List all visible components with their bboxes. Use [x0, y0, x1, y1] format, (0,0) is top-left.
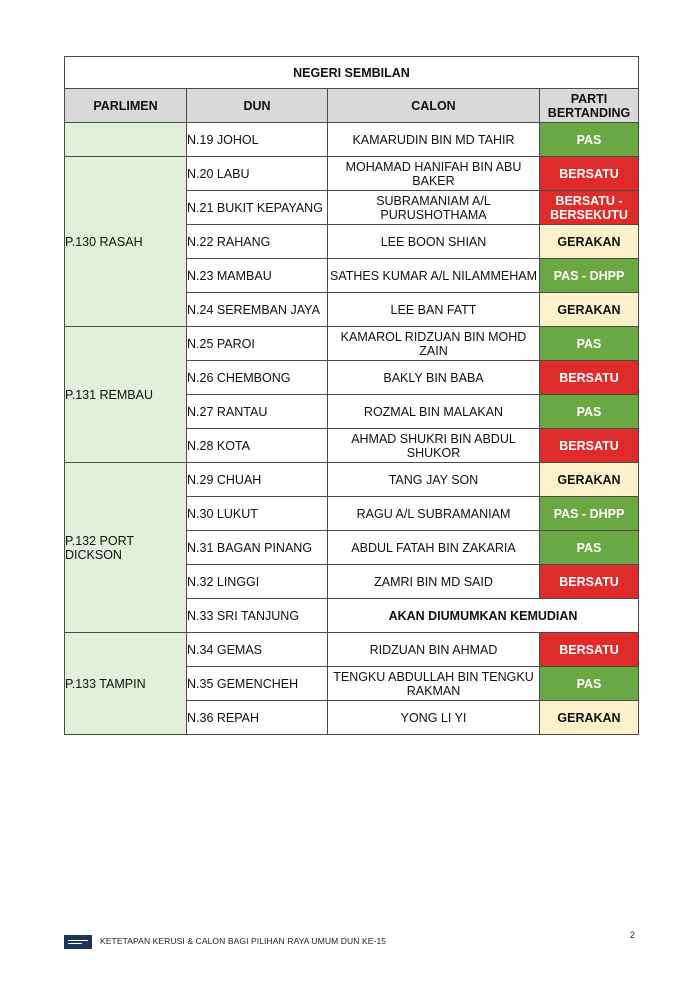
table-row — [65, 463, 639, 497]
party-badge: BERSATU — [540, 565, 639, 599]
dun-cell: N.35 GEMENCHEH — [187, 667, 328, 701]
calon-cell: LEE BOON SHIAN — [328, 225, 540, 259]
dun-cell: N.19 JOHOL — [187, 123, 328, 157]
parlimen-cell: P.132 PORT DICKSON — [65, 463, 187, 633]
calon-cell: RIDZUAN BIN AHMAD — [328, 633, 540, 667]
seat-allocation-table — [64, 56, 639, 735]
calon-cell: LEE BAN FATT — [328, 293, 540, 327]
calon-cell: SATHES KUMAR A/L NILAMMEHAM — [328, 259, 540, 293]
dun-cell: N.33 SRI TANJUNG — [187, 599, 328, 633]
table-body — [65, 57, 639, 735]
header-parti: PARTI BERTANDING — [540, 89, 639, 123]
party-badge: BERSATU — [540, 429, 639, 463]
party-badge: PAS — [540, 327, 639, 361]
calon-cell: RAGU A/L SUBRAMANIAM — [328, 497, 540, 531]
calon-cell: MOHAMAD HANIFAH BIN ABU BAKER — [328, 157, 540, 191]
party-badge: PAS - DHPP — [540, 497, 639, 531]
calon-cell: TANG JAY SON — [328, 463, 540, 497]
dun-cell: N.36 REPAH — [187, 701, 328, 735]
page-number: 2 — [630, 930, 636, 940]
dun-cell: N.34 GEMAS — [187, 633, 328, 667]
party-badge: PAS — [540, 395, 639, 429]
party-badge: BERSATU — [540, 361, 639, 395]
coalition-logo-icon — [64, 935, 92, 949]
parlimen-cell: P.131 REMBAU — [65, 327, 187, 463]
dun-cell: N.22 RAHANG — [187, 225, 328, 259]
party-badge: PAS - DHPP — [540, 259, 639, 293]
calon-cell: TENGKU ABDULLAH BIN TENGKU RAKMAN — [328, 667, 540, 701]
calon-cell: ROZMAL BIN MALAKAN — [328, 395, 540, 429]
dun-cell: N.25 PAROI — [187, 327, 328, 361]
table-header-row — [65, 89, 639, 123]
dun-cell: N.26 CHEMBONG — [187, 361, 328, 395]
dun-cell: N.20 LABU — [187, 157, 328, 191]
calon-cell: KAMARUDIN BIN MD TAHIR — [328, 123, 540, 157]
table-row — [65, 633, 639, 667]
dun-cell: N.27 RANTAU — [187, 395, 328, 429]
party-badge: GERAKAN — [540, 293, 639, 327]
dun-cell: N.32 LINGGI — [187, 565, 328, 599]
parlimen-cell — [65, 123, 187, 157]
party-badge: GERAKAN — [540, 463, 639, 497]
party-badge: GERAKAN — [540, 225, 639, 259]
table-title-row — [65, 57, 639, 89]
dun-cell: N.28 KOTA — [187, 429, 328, 463]
party-badge: PAS — [540, 123, 639, 157]
party-badge: PAS — [540, 667, 639, 701]
dun-cell: N.30 LUKUT — [187, 497, 328, 531]
dun-cell: N.29 CHUAH — [187, 463, 328, 497]
calon-cell: AHMAD SHUKRI BIN ABDUL SHUKOR — [328, 429, 540, 463]
header-calon: CALON — [328, 89, 540, 123]
announcement-cell: AKAN DIUMUMKAN KEMUDIAN — [328, 599, 639, 633]
calon-cell: ZAMRI BIN MD SAID — [328, 565, 540, 599]
header-dun: DUN — [187, 89, 328, 123]
calon-cell: BAKLY BIN BABA — [328, 361, 540, 395]
party-badge: PAS — [540, 531, 639, 565]
dun-cell: N.24 SEREMBAN JAYA — [187, 293, 328, 327]
party-badge: BERSATU — [540, 157, 639, 191]
footer-text: KETETAPAN KERUSI & CALON BAGI PILIHAN RAYA UMUM DUN KE-15 — [100, 936, 387, 946]
header-parlimen: PARLIMEN — [65, 89, 187, 123]
table-row — [65, 157, 639, 191]
dun-cell: N.23 MAMBAU — [187, 259, 328, 293]
dun-cell: N.31 BAGAN PINANG — [187, 531, 328, 565]
party-badge: GERAKAN — [540, 701, 639, 735]
state-title: NEGERI SEMBILAN — [65, 57, 639, 89]
party-badge: BERSATU — [540, 633, 639, 667]
table-row — [65, 327, 639, 361]
party-badge: BERSATU - BERSEKUTU — [540, 191, 639, 225]
dun-cell: N.21 BUKIT KEPAYANG — [187, 191, 328, 225]
calon-cell: SUBRAMANIAM A/L PURUSHOTHAMA — [328, 191, 540, 225]
parlimen-cell: P.130 RASAH — [65, 157, 187, 327]
calon-cell: YONG LI YI — [328, 701, 540, 735]
parlimen-cell: P.133 TAMPIN — [65, 633, 187, 735]
calon-cell: KAMAROL RIDZUAN BIN MOHD ZAIN — [328, 327, 540, 361]
table-row — [65, 123, 639, 157]
calon-cell: ABDUL FATAH BIN ZAKARIA — [328, 531, 540, 565]
